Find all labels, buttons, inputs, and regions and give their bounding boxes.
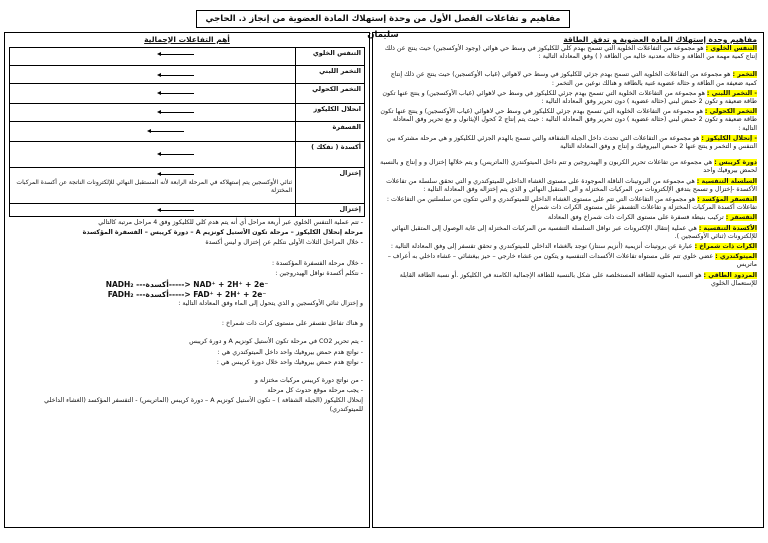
- reduction-note: ثنائي الأوكسجين يتم إستهلاكه في المرحلة الرابعة لأنه المستقبل النهائي للإلكترونات الناتجة عن أكسدة المركبات المختزلة: [16, 179, 292, 194]
- note-line: - يجب مرحلة موقع حدوث كل مرحلة: [267, 387, 363, 395]
- concept-term: التخمر الكحولي :: [704, 108, 757, 116]
- equation-cell: [10, 84, 296, 104]
- table-row: [10, 104, 365, 122]
- concepts-column: [372, 32, 764, 528]
- concept-item: [379, 214, 757, 222]
- equation-cell: [10, 168, 296, 204]
- arrow-icon: [160, 210, 194, 211]
- row-label: التنفس الخلوي: [296, 48, 365, 66]
- note-line: - يتم تحرير CO2 في مرحلة تكون الأستيل كونزيم A و دورة كريبس: [189, 338, 363, 346]
- note-line: و إختزال ثنائي الأوكسجين و الذي يتحول إلى الماء وفق المعادلة التالية :: [178, 300, 363, 308]
- concept-text: هي عملية إنتقال الإلكترونات عبر نواقل السلسلة التنفسية من المركبات المختزلة إلى غاية الوصول إلى المتقبل النهائي للإلكترونات (ثنائي الأوكسجين ).: [391, 224, 757, 240]
- concept-text: هو مجموعة من التفاعلات الخلوية التي تسمح بهدم جزئي للكليكوز في وسط حي لاهوائي (غياب الأوكسجين) و ينتج عنها تكون طاقة ضعيفة و تكون 2 حمض لبني (حثالة عضوية ) دون تحرير وفق المعادلة التالية :: [382, 89, 757, 106]
- page-title: مفاهيم و تفاعلات الفصل الأول من وحدة إستهلاك المادة العضوية من إنجاز ذ. الحاجي سليمان: [196, 10, 570, 28]
- concept-term: - التخمر اللبني :: [706, 89, 757, 97]
- concept-term: الأكسدة التنفسية :: [698, 224, 757, 232]
- concept-text: عضي خلوي تتم على مستواه تفاعلات الأكسدات التنفسية و يتكون من غشاء خارجي – حيز بيغشائي – غشاء داخلي به أعراف – ماتريس: [387, 253, 757, 269]
- reactions-column: [4, 32, 370, 528]
- table-row: [10, 142, 365, 168]
- concept-text: هو النسبة المئوية للطاقة المستخلصة على شكل بالنسبة للطاقة الإجمالية الكامنة في الكليكوز .أو نسبة الطاقة القابلة للإستعمال الخلوي: [399, 271, 757, 287]
- concept-term: السلسلة التنفسية :: [696, 177, 757, 185]
- note-line: - خلال المراحل الثلاث الأولى نتكلم عن إختزال و ليس أكسدة: [205, 239, 363, 247]
- concept-item: [379, 71, 757, 87]
- concept-item: [379, 135, 757, 151]
- concept-text: هي مجموعة من تفاعلات تحرير الكربون و الهيدروجين و تتم داخل الميتوكندري (الماتريس) و يتم خلالها إختزال و و إنتاج و بالنسبة لحمض بيروفيك واحد: [380, 159, 757, 175]
- concept-term: دورة كريبس :: [714, 159, 757, 167]
- concept-text: هو مجموعة من التفاعلات الخلوية التي تسمح بهدم كلي للكليكوز في وسط حي هوائي (وجود الأوكسجين) حيث ينتج عن ذلك إنتاج كمية مهمة من الطاقة و حثالة معدنية خالية من الطاقة ( ) وفق المعادلة التالية :: [384, 45, 757, 61]
- concept-term: التفسفر المؤكسد :: [697, 196, 757, 204]
- concepts-heading: مفاهيم وحدة إستهلاك المادة العضوية و تدفق الطاقة: [563, 35, 757, 44]
- note-line: - نواتج هدم حمض بيروفيك واحد داخل الميتوكندري هي :: [217, 348, 363, 356]
- fadh-equation: FADH₂ ---أكسدة-----> FAD⁺ + 2H⁺ + 2e⁻: [107, 290, 267, 300]
- concepts-list: [373, 45, 763, 288]
- concept-item: [379, 45, 757, 61]
- concept-text: تركيب بنيطة فسفرة على مستوى الكرات ذات شمراخ وفق المعادلة: [547, 214, 724, 222]
- arrow-icon: [160, 174, 194, 175]
- table-row: [10, 48, 365, 66]
- note-line: - خلال مرحلة الفسفرة المؤكسدة :: [271, 259, 363, 267]
- concept-item: [379, 108, 757, 133]
- table-row: [10, 122, 365, 142]
- row-label: التخمر الكحولي: [296, 84, 365, 104]
- concept-text: هو مجموعة من التفاعلات التي تحدث داخل الجبلة الشفافة والتي تسمح بالهدم الجزئي للكليكوز و هي مرحلة مشتركة بين التنفس و التخمر و ينتج عنها 2 حمض البيروفيك و إنتاج و وفق المعادلة التالية: [387, 134, 757, 151]
- concept-item: [379, 196, 757, 212]
- nadh-equation: NADH₂ ---أكسدة-----> NAD⁺ + 2H⁺ + 2e⁻: [105, 280, 269, 290]
- concept-term: المردود الطاقي :: [703, 271, 757, 279]
- table-row: [10, 84, 365, 104]
- table-row: [10, 168, 365, 204]
- arrow-icon: [160, 54, 194, 55]
- row-label: أكسدة ( تفكك ): [296, 142, 365, 168]
- note-line: مرحلة إنحلال الكليكوز – مرحلة تكون الأستيل كونزيم A – دورة كريبس – الفسفرة المؤكسدة: [82, 229, 363, 237]
- concept-term: - إنحلال الكليكوز :: [701, 134, 757, 142]
- note-line: - نتكلم أكسدة نواقل الهيدروجين :: [275, 269, 363, 277]
- row-label: التخمر اللبني: [296, 66, 365, 84]
- arrow-icon: [160, 112, 194, 113]
- note-line: و هناك تفاعل تفسفر على مستوى كرات ذات شمراخ :: [221, 320, 363, 328]
- notes-block: [5, 219, 369, 414]
- arrow-icon: [160, 154, 194, 155]
- concept-item: [379, 272, 757, 288]
- row-label: إختزال: [296, 168, 365, 204]
- equation-cell: [10, 48, 296, 66]
- concept-text: هو مجموعة من التفاعلات التي تتم على مستوى الغشاء الداخلي للميتوكندري و التي تتكون من سلسلتين من التفاعلات : تفاعلات أكسدة المركبات المختزلة و تفاعلات التفسفر على مستوى الكرات ذات شمراخ: [386, 196, 757, 212]
- arrow-icon: [160, 93, 194, 94]
- concept-term: الكرات ذات شمراخ :: [694, 243, 757, 251]
- concept-text: هي مجموعة من البروتينات الناقلة الموجودة على مستوى الغشاء الداخلي للميتوكندري و التي تحقق سلسلة من تفاعلات الأكسدة -إختزال و تسمح بتدفق الإلكترونات من المركبات المختزلة و الى المتقبل النهائي و الذي يتم إختزاله وفق المعادلة التالية :: [386, 177, 757, 193]
- arrow-icon: [150, 131, 184, 132]
- row-label: الفسفرة: [296, 122, 365, 142]
- equation-cell: [10, 142, 296, 168]
- note-line: - من نواتج دورة كريبس مركبات مختزلة و: [254, 377, 363, 385]
- concept-term: التخمر :: [732, 71, 757, 79]
- equation-cell: [10, 66, 296, 84]
- row-label: انحلال الكليكوز: [296, 104, 365, 122]
- table-row: [10, 204, 365, 217]
- table-row: [10, 66, 365, 84]
- concept-text: هو مجموعة من التفاعلات الخلوية التي تسمح بهدم جزئي للكليكوز في وسط حي لاهوائي (غياب الأوكسجين) و ينتج عنها تكون طاقة ضعيفة و تكون 2 حمض لبني (حثالة عضوية ) دون تحرير وفق المعادلة التالية : حيث يتم إنتاج 2 كحول الإيثانول و مع تحرير وفق المعادلة التالية :: [380, 108, 757, 132]
- reactions-table: [9, 47, 365, 217]
- concept-term: التنفس الخلوي :: [705, 45, 757, 52]
- note-line: إنحلال الكليكوز (الجبلة الشفافة ) – تكون الأستيل كونزيم A – دورة كريبس (الماتريس) - التفسفر المؤكسد (الغشاء الداخلي للميتوكندري): [44, 397, 363, 413]
- arrow-icon: [160, 75, 194, 76]
- equation-cell: [10, 104, 296, 122]
- equation-cell: [10, 204, 296, 217]
- concept-item: [379, 159, 757, 175]
- concept-item: [379, 243, 757, 251]
- concept-item: [379, 253, 757, 269]
- concept-item: [379, 90, 757, 106]
- equation-cell: [10, 122, 296, 142]
- concept-item: [379, 225, 757, 241]
- concept-item: [379, 178, 757, 194]
- concept-term: الميتوكندري :: [715, 253, 757, 261]
- row-label: إختزال: [296, 204, 365, 217]
- reactions-heading: أهم التفاعلات الإجمالية: [144, 35, 230, 44]
- concept-term: التفسفر :: [725, 214, 757, 222]
- note-line: - تتم عملية التنفس الخلوي عبر أربعة مراحل أي أنه يتم هدم كلي للكليكوز وفق 4 مراحل مرتبة كالتالي: [98, 219, 363, 226]
- concept-text: هو مجموعة من التفاعلات الخلوية التي تسمح بهدم جزئي للكليكوز في وسط حي لاهوائي (غياب الأوكسجين) حيث ينتج عن ذلك إنتاج كمية ضعيفة من الطاقة و حثالة عضوية غنية بالطاقة و هنالك نوعين من التخمر :: [390, 71, 757, 87]
- note-line: - نواتج هدم حمض بيروفيك واحد خلال دورة كريبس هي :: [216, 358, 363, 366]
- concept-text: عبارة عن بروتينات أنزيمية (أنزيم سنتاز) توجد بالغشاء الداخلي للميتوكندري و تحقق تفسفر إلى وفق المعادلة التالية :: [390, 243, 693, 251]
